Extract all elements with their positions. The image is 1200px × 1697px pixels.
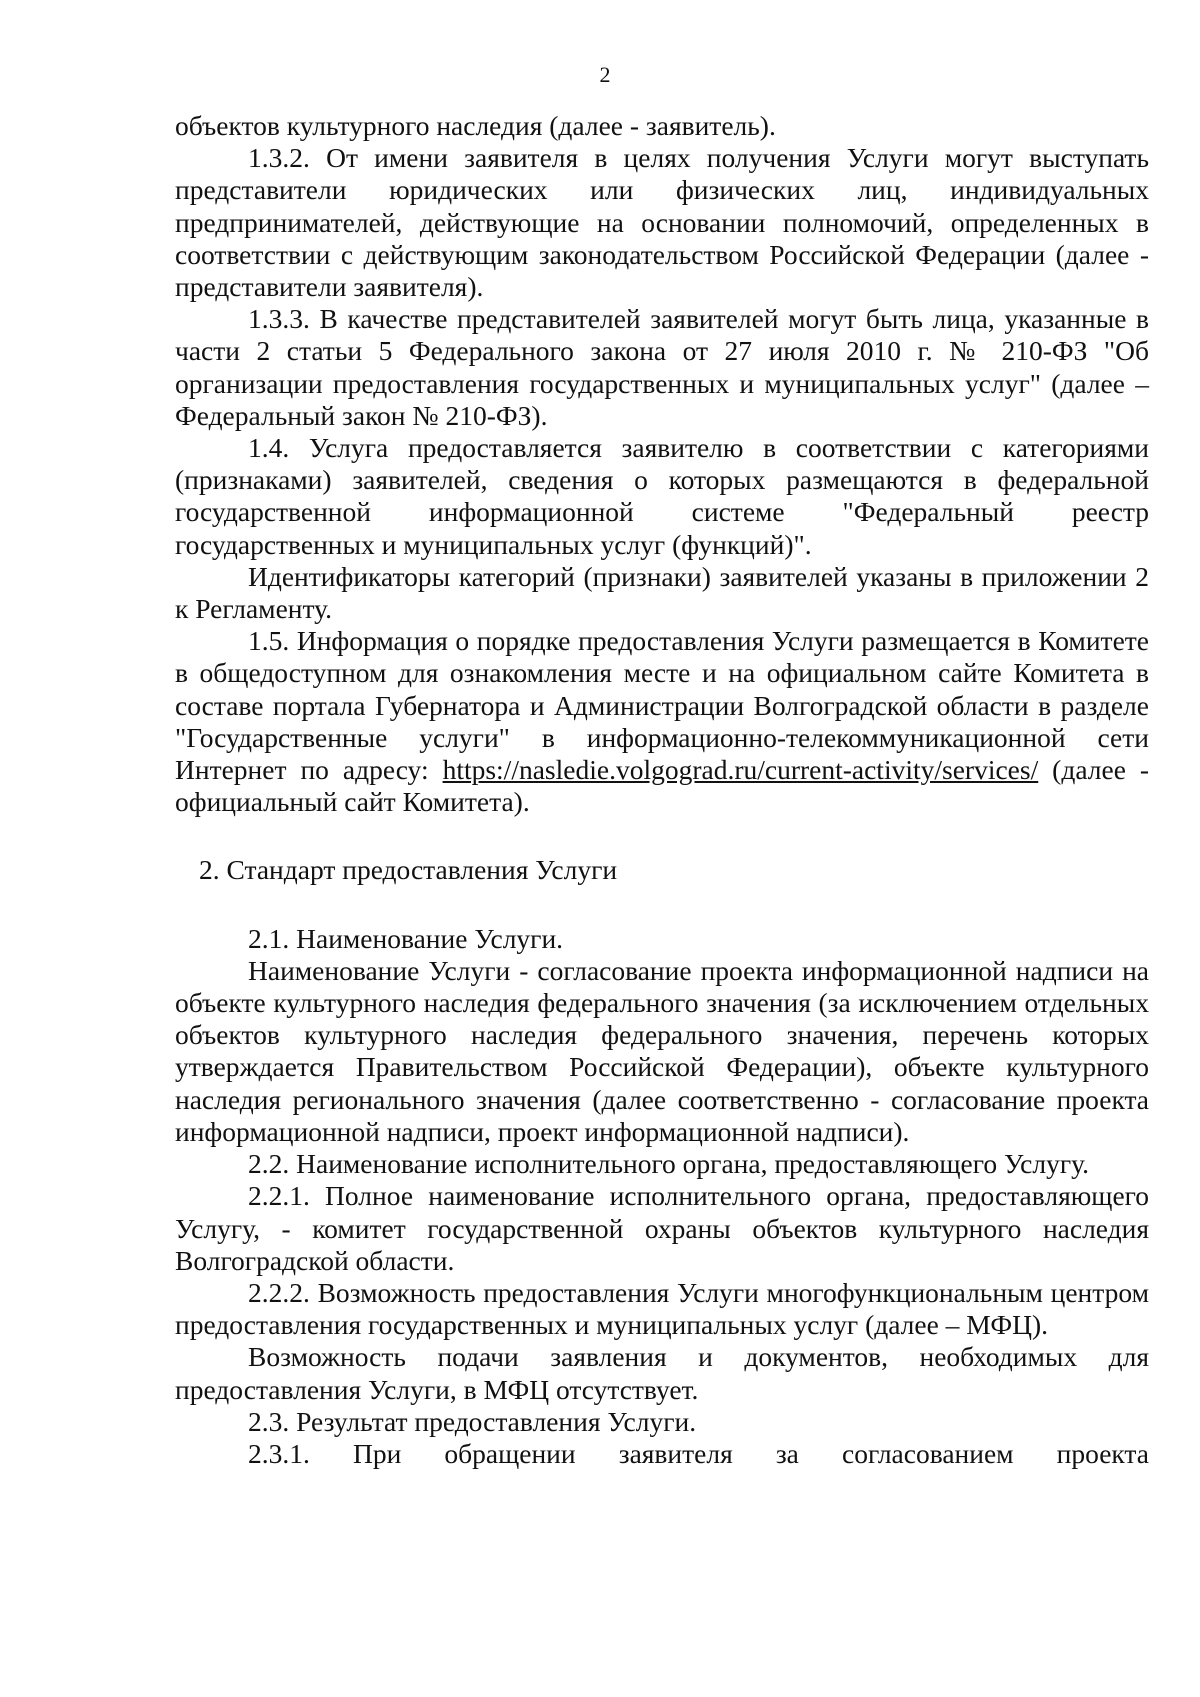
document-body xyxy=(175,110,1149,1470)
paragraph-1-3-3: 1.3.3. В качестве представителей заявителей могут быть лица, указанные в части 2 статьи 5 Федерального закона от 27 июля 2010 г. № 210-ФЗ "Об организации предоставления государственных и муниципальных услуг" (далее – Федеральный закон № 210-ФЗ). xyxy=(175,303,1149,431)
paragraph-1-4: 1.4. Услуга предоставляется заявителю в соответствии с категориями (признаками) заявителей, сведения о которых размещаются в федеральной государственной информационной системе "Федеральный реестр государственных и муниципальных услуг (функций)". xyxy=(175,432,1149,560)
paragraph-1-5-tail: (далее - официальный сайт Комитета). xyxy=(175,754,1150,818)
paragraph-2-1: 2.1. Наименование Услуги. xyxy=(248,922,564,954)
paragraph-2-2-2-text: Возможность подачи заявления и документов, необходимых для предоставления Услуги, в МФЦ отсутствует. xyxy=(175,1341,1149,1405)
paragraph-2-3: 2.3. Результат предоставления Услуги. xyxy=(248,1405,697,1437)
paragraph-1-5-text: 1.5. Информация о порядке предоставления Услуги размещается в Комитете в общедоступном для ознакомления месте и на официальном сайте Комитета в составе портала Губернатора и Администрации Волгоградской области в разделе "Государственные услуги" в информационно-телекоммуникационной сети Интернет по адресу: xyxy=(175,625,1149,786)
committee-website-link[interactable]: https://nasledie.volgograd.ru/current-activity/services/ xyxy=(442,754,1039,786)
paragraph-2-2-1: 2.2.1. Полное наименование исполнительного органа, предоставляющего Услугу, - комитет государственной охраны объектов культурного наследия Волгоградской области. xyxy=(175,1180,1149,1276)
page-number: 2 xyxy=(599,62,611,87)
paragraph-1-4-identifiers: Идентификаторы категорий (признаки) заявителей указаны в приложении 2 к Регламенту. xyxy=(175,560,1149,625)
paragraph-1-5 xyxy=(175,625,1149,818)
paragraph-continuation: объектов культурного наследия (далее - заявитель). xyxy=(175,110,776,141)
paragraph-1-3-2: 1.3.2. От имени заявителя в целях получения Услуги могут выступать представители юридических или физических лиц, индивидуальных предпринимателей, действующие на основании полномочий, определенных в соответствии с действующим законодательством Российской Федерации (далее - представители заявителя). xyxy=(175,142,1149,303)
paragraph-2-1-text: Наименование Услуги - согласование проекта информационной надписи на объекте культурного наследия федерального значения (за исключением отдельных объектов культурного наследия федерального значения, перечень которых утверждается Правительством Российской Федерации), объекте культурного наследия регионального значения (далее соответственно - согласование проекта информационной надписи, проект информационной надписи). xyxy=(175,954,1149,1147)
paragraph-2-3-1: 2.3.1. При обращении заявителя за согласованием проекта xyxy=(248,1437,1149,1469)
paragraph-2-2-2: 2.2.2. Возможность предоставления Услуги многофункциональным центром предоставления государственных и муниципальных услуг (далее – МФЦ). xyxy=(175,1276,1149,1341)
section-heading-2: 2. Стандарт предоставления Услуги xyxy=(199,854,618,886)
paragraph-2-2: 2.2. Наименование исполнительного органа, предоставляющего Услугу. xyxy=(248,1148,1089,1180)
